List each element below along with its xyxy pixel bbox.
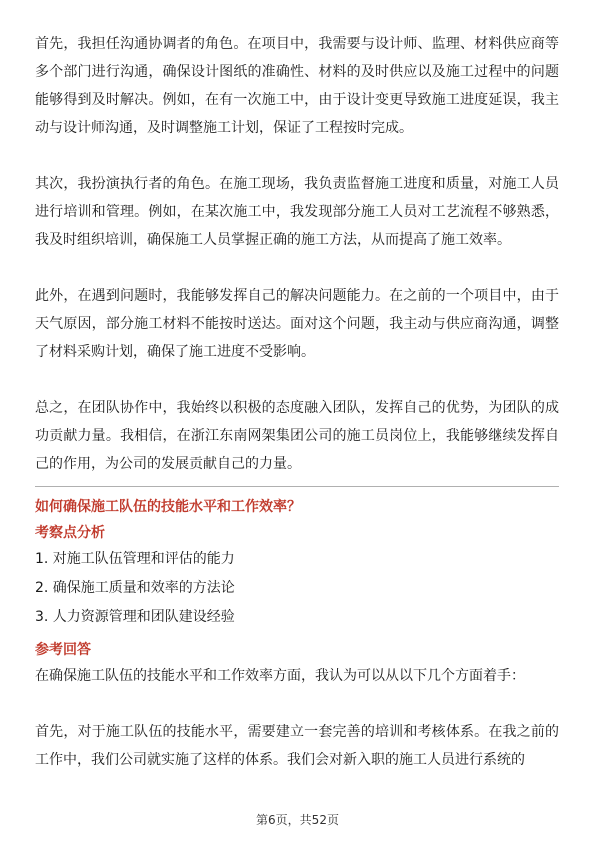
paragraph-executor: 其次，我扮演执行者的角色。在施工现场，我负责监督施工进度和质量，对施工人员进行培训和管理。例如，在某次施工中，我发现部分施工人员对工艺流程不够熟悉，我及时组织培训，确保施工人员掌握正确的施工方法，从而提高了施工效率。 [35, 176, 559, 248]
answer-heading: 参考回答 [35, 642, 91, 658]
paragraph-gap [35, 254, 559, 282]
section-divider [35, 486, 559, 487]
paragraph-problem-solving: 此外，在遇到问题时，我能够发挥自己的解决问题能力。在之前的一个项目中，由于天气原因，部分施工材料不能按时送达。面对这个问题，我主动与供应商沟通，调整了材料采购计划，确保了施工进度不受影响。 [35, 288, 559, 360]
interview-question: 如何确保施工队伍的技能水平和工作效率？ [35, 499, 301, 515]
page-footer: 第6页，共52页 [256, 813, 339, 827]
analysis-item: 2. 确保施工质量和效率的方法论 [35, 580, 235, 596]
paragraph-gap [35, 366, 559, 394]
analysis-list [35, 545, 559, 632]
paragraph-gap [35, 142, 559, 170]
analysis-item: 3. 人力资源管理和团队建设经验 [35, 609, 235, 625]
paragraph-summary: 总之，在团队协作中，我始终以积极的态度融入团队，发挥自己的优势，为团队的成功贡献力量。我相信，在浙江东南网架集团公司的施工员岗位上，我能够继续发挥自己的作用，为公司的发展贡献自己的力量。 [35, 400, 559, 472]
paragraph-gap [35, 690, 559, 718]
paragraph-coordinator: 首先，我担任沟通协调者的角色。在项目中，我需要与设计师、监理、材料供应商等多个部门进行沟通，确保设计图纸的准确性、材料的及时供应以及施工过程中的问题能够得到及时解决。例如，在有一次施工中，由于设计变更导致施工进度延误，我主动与设计师沟通，及时调整施工计划，保证了工程按时完成。 [35, 36, 559, 136]
analysis-heading: 考察点分析 [35, 525, 105, 541]
answer-intro: 在确保施工队伍的技能水平和工作效率方面，我认为可以从以下几个方面着手： [35, 668, 525, 684]
analysis-item: 1. 对施工队伍管理和评估的能力 [35, 551, 235, 567]
answer-first-point: 首先，对于施工队伍的技能水平，需要建立一套完善的培训和考核体系。在我之前的工作中，我们公司就实施了这样的体系。我们会对新入职的施工人员进行系统的 [35, 724, 559, 768]
document-page [35, 30, 559, 774]
